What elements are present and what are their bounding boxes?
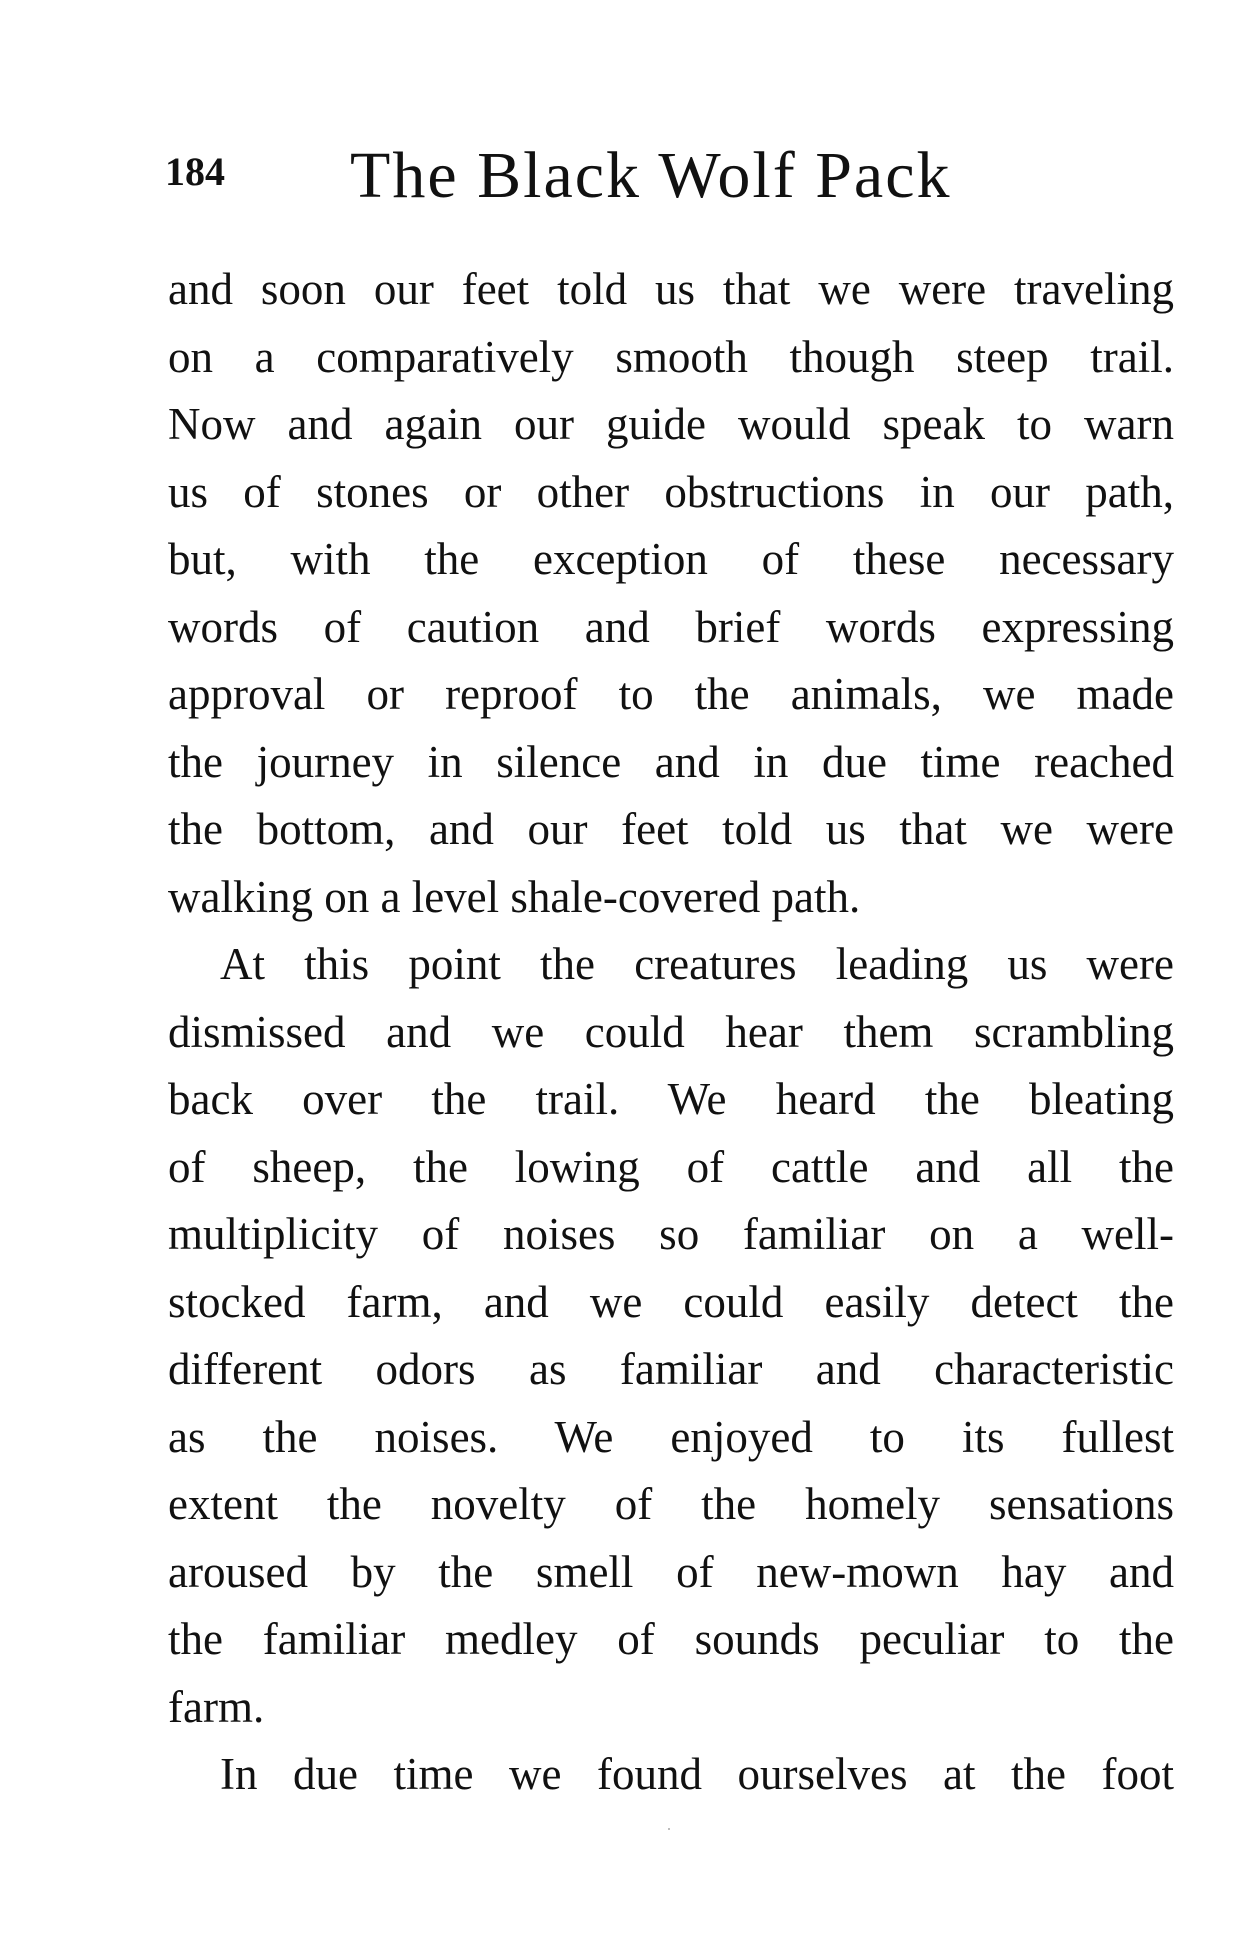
- text-line: but, with the exception of these necessary: [168, 534, 1174, 584]
- running-title: The Black Wolf Pack: [350, 139, 952, 212]
- text-line: At this point the creatures leading us were: [220, 939, 1174, 989]
- text-line: back over the trail. We heard the bleating: [168, 1074, 1174, 1124]
- text-line: walking on a level shale-covered path.: [168, 871, 861, 922]
- text-line: as the noises. We enjoyed to its fullest: [168, 1411, 1174, 1462]
- body-text: [168, 256, 1174, 1809]
- text-line: of sheep, the lowing of cattle and all the: [168, 1141, 1174, 1192]
- text-line: dismissed and we could hear them scrambling: [168, 1006, 1174, 1057]
- page-number: 184: [165, 149, 225, 194]
- text-line: the bottom, and our feet told us that we were: [168, 804, 1174, 854]
- text-line: stocked farm, and we could easily detect the: [168, 1276, 1174, 1327]
- text-line: us of stones or other obstructions in our path,: [168, 466, 1174, 517]
- text-line: on a comparatively smooth though steep trail.: [168, 331, 1174, 382]
- scan-speck: [668, 1828, 670, 1830]
- text-line: different odors as familiar and characteristic: [168, 1344, 1174, 1394]
- text-line: approval or reproof to the animals, we made: [168, 669, 1174, 719]
- page-header: [165, 138, 1175, 218]
- text-line: and soon our feet told us that we were traveling: [168, 264, 1174, 314]
- text-line: Now and again our guide would speak to warn: [168, 399, 1174, 449]
- text-line: the familiar medley of sounds peculiar to the: [168, 1614, 1174, 1664]
- text-line: farm.: [168, 1681, 265, 1732]
- text-line: words of caution and brief words expressing: [168, 601, 1174, 652]
- text-line: aroused by the smell of new-mown hay and: [168, 1546, 1174, 1597]
- text-line: the journey in silence and in due time reached: [168, 736, 1174, 787]
- text-line: multiplicity of noises so familiar on a well-: [168, 1209, 1174, 1259]
- text-line: In due time we found ourselves at the foot: [220, 1749, 1174, 1799]
- text-line: extent the novelty of the homely sensations: [168, 1479, 1174, 1529]
